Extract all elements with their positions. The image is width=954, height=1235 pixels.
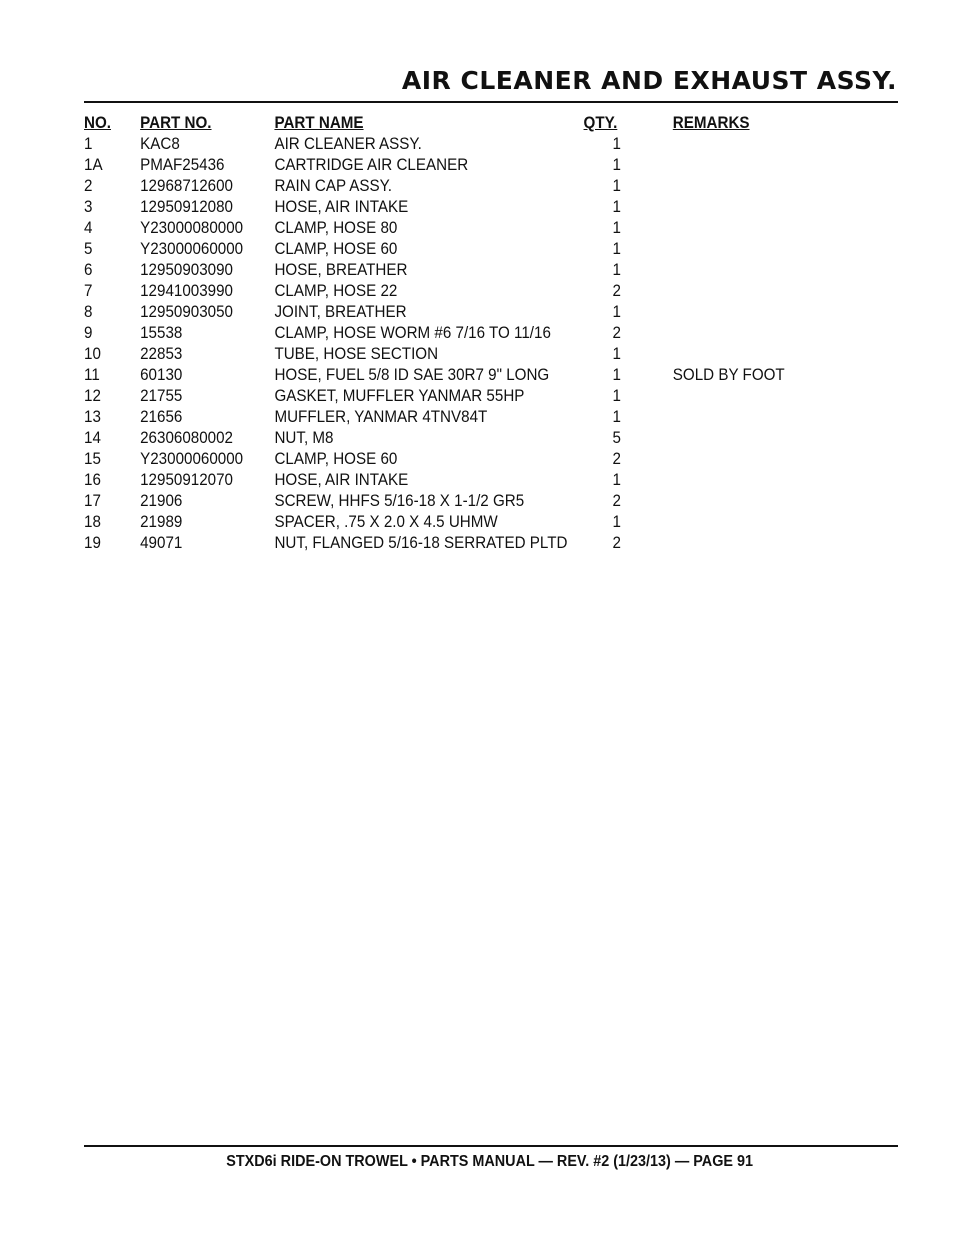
cell-no: 16 bbox=[84, 471, 101, 489]
table-row bbox=[84, 134, 833, 155]
cell-part-no: Y23000060000 bbox=[140, 240, 244, 258]
cell-part-no: 12950903050 bbox=[140, 303, 233, 321]
cell-qty: 2 bbox=[612, 492, 621, 510]
table-row bbox=[84, 239, 833, 260]
cell-part-name: SPACER, .75 X 2.0 X 4.5 UHMW bbox=[274, 513, 498, 531]
table-row bbox=[84, 302, 833, 323]
cell-no: 5 bbox=[84, 240, 93, 258]
cell-part-no: 12950912080 bbox=[140, 198, 233, 216]
table-row bbox=[84, 176, 833, 197]
cell-no: 18 bbox=[84, 513, 101, 531]
cell-qty: 1 bbox=[612, 471, 621, 489]
cell-part-name: RAIN CAP ASSY. bbox=[274, 177, 393, 195]
table-row bbox=[84, 155, 833, 176]
cell-qty: 1 bbox=[612, 156, 621, 174]
cell-part-no: 21906 bbox=[140, 492, 183, 510]
cell-part-no: 21989 bbox=[140, 513, 183, 531]
cell-part-name: CLAMP, HOSE WORM #6 7/16 TO 11/16 bbox=[274, 324, 551, 342]
cell-no: 19 bbox=[84, 534, 101, 552]
cell-part-no: 26306080002 bbox=[140, 429, 233, 447]
cell-qty: 1 bbox=[612, 303, 621, 321]
cell-part-name: HOSE, BREATHER bbox=[274, 261, 408, 279]
column-header-remarks: REMARKS bbox=[672, 114, 750, 132]
cell-qty: 2 bbox=[612, 534, 621, 552]
cell-part-name: SCREW, HHFS 5/16-18 X 1-1/2 GR5 bbox=[274, 492, 525, 510]
title-divider bbox=[84, 101, 898, 103]
cell-no: 2 bbox=[84, 177, 93, 195]
cell-no: 11 bbox=[84, 366, 100, 384]
cell-part-name: TUBE, HOSE SECTION bbox=[274, 345, 439, 363]
cell-part-no: 49071 bbox=[140, 534, 183, 552]
table-row bbox=[84, 512, 833, 533]
cell-no: 6 bbox=[84, 261, 93, 279]
cell-qty: 1 bbox=[612, 135, 621, 153]
cell-part-no: 60130 bbox=[140, 366, 183, 384]
cell-part-name: GASKET, MUFFLER YANMAR 55HP bbox=[274, 387, 525, 405]
cell-part-name: HOSE, AIR INTAKE bbox=[274, 471, 409, 489]
cell-qty: 1 bbox=[612, 345, 621, 363]
table-row bbox=[84, 449, 833, 470]
cell-part-name: HOSE, FUEL 5/8 ID SAE 30R7 9" LONG bbox=[274, 366, 550, 384]
cell-part-no: Y23000060000 bbox=[140, 450, 244, 468]
table-row bbox=[84, 386, 833, 407]
table-row bbox=[84, 197, 833, 218]
cell-qty: 2 bbox=[612, 450, 621, 468]
cell-qty: 1 bbox=[612, 387, 621, 405]
cell-no: 12 bbox=[84, 387, 101, 405]
cell-qty: 1 bbox=[612, 408, 621, 426]
page-footer bbox=[0, 1153, 954, 1171]
cell-remarks: SOLD BY FOOT bbox=[672, 366, 785, 384]
cell-part-no: 12950903090 bbox=[140, 261, 233, 279]
cell-part-name: CLAMP, HOSE 22 bbox=[274, 282, 398, 300]
column-header-part-no: PART NO. bbox=[140, 114, 212, 132]
table-row bbox=[84, 323, 833, 344]
cell-part-name: JOINT, BREATHER bbox=[274, 303, 407, 321]
table-row bbox=[84, 407, 833, 428]
cell-no: 17 bbox=[84, 492, 101, 510]
cell-part-no: 21755 bbox=[140, 387, 183, 405]
table-row bbox=[84, 491, 833, 512]
cell-part-name: HOSE, AIR INTAKE bbox=[274, 198, 409, 216]
cell-no: 8 bbox=[84, 303, 93, 321]
cell-qty: 1 bbox=[612, 219, 621, 237]
cell-part-no: 12968712600 bbox=[140, 177, 233, 195]
cell-part-name: NUT, FLANGED 5/16-18 SERRATED PLTD bbox=[274, 534, 568, 552]
parts-table bbox=[84, 113, 833, 554]
cell-no: 1 bbox=[84, 135, 93, 153]
cell-no: 13 bbox=[84, 408, 101, 426]
cell-part-name: AIR CLEANER ASSY. bbox=[274, 135, 422, 153]
cell-qty: 1 bbox=[612, 198, 621, 216]
column-header-part-name: PART NAME bbox=[274, 114, 364, 132]
cell-qty: 1 bbox=[612, 513, 621, 531]
cell-qty: 2 bbox=[612, 324, 621, 342]
column-header-qty: QTY. bbox=[583, 114, 618, 132]
cell-no: 4 bbox=[84, 219, 93, 237]
table-row bbox=[84, 365, 833, 386]
cell-part-no: PMAF25436 bbox=[140, 156, 225, 174]
page-title: AIR CLEANER AND EXHAUST ASSY. bbox=[401, 66, 897, 95]
table-header-row bbox=[84, 113, 833, 134]
cell-part-no: 21656 bbox=[140, 408, 183, 426]
cell-part-no: Y23000080000 bbox=[140, 219, 244, 237]
cell-no: 7 bbox=[84, 282, 93, 300]
table-row bbox=[84, 260, 833, 281]
footer-divider bbox=[84, 1145, 898, 1147]
cell-part-name: CLAMP, HOSE 80 bbox=[274, 219, 398, 237]
cell-qty: 1 bbox=[612, 240, 621, 258]
cell-part-no: 22853 bbox=[140, 345, 183, 363]
cell-part-name: MUFFLER, YANMAR 4TNV84T bbox=[274, 408, 488, 426]
cell-part-name: CARTRIDGE AIR CLEANER bbox=[274, 156, 469, 174]
table-row bbox=[84, 470, 833, 491]
cell-qty: 1 bbox=[612, 366, 621, 384]
cell-part-no: 15538 bbox=[140, 324, 183, 342]
table-row bbox=[84, 218, 833, 239]
table-row bbox=[84, 281, 833, 302]
cell-part-no: 12950912070 bbox=[140, 471, 233, 489]
cell-part-no: KAC8 bbox=[140, 135, 180, 153]
cell-qty: 1 bbox=[612, 177, 621, 195]
table-row bbox=[84, 533, 833, 554]
cell-no: 1A bbox=[84, 156, 103, 174]
table-row bbox=[84, 344, 833, 365]
cell-part-name: NUT, M8 bbox=[274, 429, 334, 447]
table-row bbox=[84, 428, 833, 449]
cell-no: 10 bbox=[84, 345, 101, 363]
cell-part-name: CLAMP, HOSE 60 bbox=[274, 450, 398, 468]
cell-qty: 5 bbox=[612, 429, 621, 447]
cell-qty: 2 bbox=[612, 282, 621, 300]
cell-no: 15 bbox=[84, 450, 101, 468]
cell-no: 9 bbox=[84, 324, 93, 342]
cell-no: 3 bbox=[84, 198, 93, 216]
cell-qty: 1 bbox=[612, 261, 621, 279]
cell-part-name: CLAMP, HOSE 60 bbox=[274, 240, 398, 258]
cell-no: 14 bbox=[84, 429, 101, 447]
table-body bbox=[84, 134, 833, 554]
cell-part-no: 12941003990 bbox=[140, 282, 233, 300]
footer-text: STXD6i RIDE-ON TROWEL • PARTS MANUAL — REV. #2 (1/23/13) — PAGE 91 bbox=[226, 1153, 754, 1170]
column-header-no: NO. bbox=[84, 114, 111, 132]
